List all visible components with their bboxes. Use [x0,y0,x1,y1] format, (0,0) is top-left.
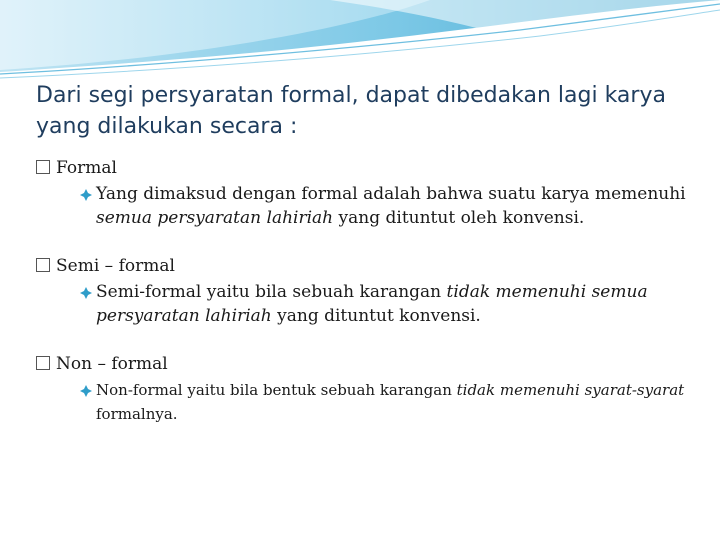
detail-emphasis: tidak memenuhi syarat-syarat [456,381,685,399]
header-banner [0,0,720,90]
detail-text [96,378,696,426]
detail-part: Non-formal yaitu bila bentuk sebuah karangan [96,381,457,399]
detail-emphasis: tidak memenuhi semua persyaratan lahiriah [96,282,648,326]
list-item-non-formal [36,352,696,426]
item-heading [36,254,696,278]
detail-text [96,280,696,328]
detail-part: yang dituntut konvensi. [271,306,481,326]
item-heading [36,352,696,376]
detail-part: formalnya. [96,405,178,423]
item-detail [78,280,696,328]
box-icon [36,258,50,272]
item-heading [36,156,696,180]
diamond-bullet-icon [78,286,94,300]
item-label: Formal [56,158,117,178]
diamond-bullet-icon [78,188,94,202]
detail-part: Yang dimaksud dengan formal adalah bahwa suatu karya memenuhi [96,184,686,204]
detail-emphasis: semua persyaratan lahiriah [96,208,334,228]
detail-text [96,182,696,230]
item-label: Semi – formal [56,256,175,276]
box-icon [36,356,50,370]
bullet-list [36,156,696,450]
box-icon [36,160,50,174]
detail-part: yang dituntut oleh konvensi. [333,208,585,228]
item-detail [78,182,696,230]
item-detail [78,378,696,426]
list-item-semi-formal [36,254,696,328]
diamond-bullet-icon [78,384,94,398]
detail-part: Semi-formal yaitu bila sebuah karangan [96,282,447,302]
item-label: Non – formal [56,354,168,374]
list-item-formal [36,156,696,230]
slide-title: Dari segi persyaratan formal, dapat dibedakan lagi karya yang dilakukan secara : [36,83,666,139]
